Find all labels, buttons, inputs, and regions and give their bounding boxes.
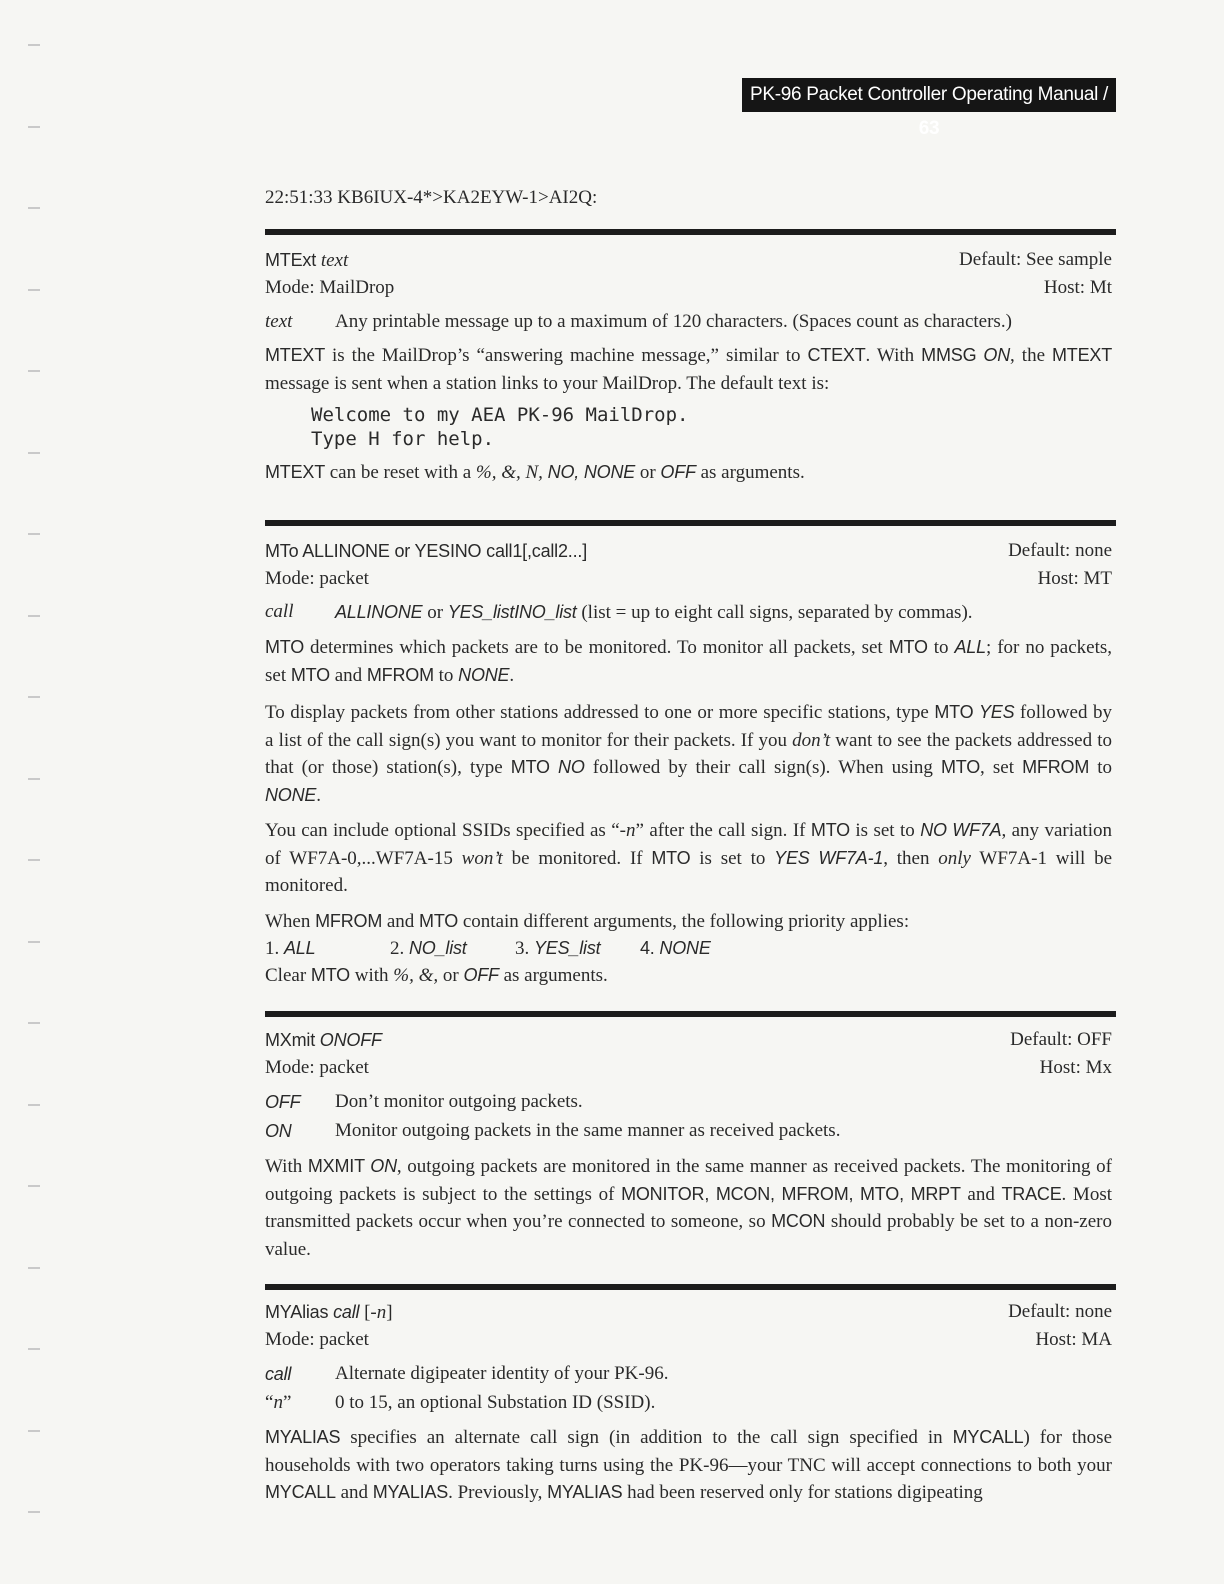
text-run: call: [333, 1302, 360, 1322]
text-run: and: [960, 1183, 1002, 1205]
default-value: Default: OFF: [1010, 1029, 1112, 1050]
default-value: Default: none: [1008, 540, 1112, 561]
text-run: text: [320, 250, 349, 271]
priority-item: [390, 935, 515, 962]
command-mxmit: [265, 1026, 1112, 1263]
host-abbrev: Host: Mt: [1043, 277, 1112, 298]
text-run: MFROM: [366, 664, 434, 685]
text-run: won’t: [461, 847, 503, 869]
host-abbrev: Host: MT: [1037, 568, 1112, 589]
margin-mark: [28, 1511, 40, 1513]
mode: Mode: MailDrop: [265, 277, 395, 298]
argument-description: [335, 1389, 655, 1417]
text-run: , the: [1010, 345, 1052, 366]
paragraph: [265, 634, 1112, 689]
margin-mark: [28, 778, 40, 780]
text-run: Don’t monitor outgoing packets.: [335, 1091, 583, 1112]
text-run: as arguments.: [498, 965, 608, 986]
margin-mark: [28, 533, 40, 535]
priority-list: [265, 935, 1112, 962]
text-run: MONITOR, MCON, MFROM, MTO, MRPT: [621, 1183, 961, 1204]
text-run: .: [316, 784, 321, 806]
command-name: [265, 1026, 382, 1054]
text-run: MYCALL: [265, 1482, 336, 1502]
command-name: [265, 1298, 393, 1326]
host-abbrev: Host: Mx: [1039, 1057, 1112, 1078]
text-run: 1.: [265, 938, 284, 959]
paragraph: [265, 908, 1112, 936]
text-run: or: [422, 602, 448, 623]
text-run: NONE: [458, 664, 510, 685]
text-run: . Previously,: [448, 1482, 548, 1503]
paragraph: [265, 962, 1112, 990]
paragraph: [265, 459, 1112, 487]
margin-mark: [28, 452, 40, 454]
margin-mark: [28, 1267, 40, 1269]
text-run: and: [382, 910, 420, 932]
default-value: Default: none: [1008, 1301, 1112, 1322]
text-run: (list = up to eight call signs, separated by commas).: [576, 602, 973, 623]
text-run: and: [335, 1482, 373, 1503]
argument-description: [335, 598, 973, 627]
page-header: [742, 78, 1116, 139]
text-run: MTO: [310, 965, 350, 985]
text-run: 0 to 15, an optional Substation ID (SSID).: [335, 1392, 656, 1413]
text-run: Clear: [265, 965, 311, 986]
margin-mark: [28, 126, 40, 128]
text-run: NO, NONE: [547, 462, 636, 482]
definition-item: [265, 1360, 1112, 1389]
text-run: -n: [619, 820, 636, 841]
text-run: TRACE: [1001, 1183, 1062, 1204]
argument-description: [335, 308, 1012, 336]
margin-mark: [28, 207, 40, 209]
header-title: PK-96 Packet Controller Operating Manual /: [749, 84, 1109, 105]
text-run: YES WF7A-1: [774, 847, 884, 868]
text-run: ) for those households with two operators taking turns using the PK-96—your TNC will accept connections to both your: [265, 1427, 1113, 1476]
log-line: 22:51:33 KB6IUX-4*>KA2EYW-1>AI2Q:: [265, 187, 598, 208]
divider: [265, 229, 1116, 235]
text-run: 4.: [640, 938, 660, 958]
paragraph: [265, 699, 1112, 809]
text-run: %, &,: [393, 965, 439, 986]
definition-item: [265, 1389, 1112, 1417]
argument-name: [265, 1389, 335, 1417]
text-run: ON: [370, 1156, 397, 1176]
text-run: MTO: [888, 637, 928, 657]
text-run: contain different arguments, the following priority applies:: [458, 910, 910, 932]
paragraph: [265, 1153, 1112, 1263]
text-run: call: [265, 601, 294, 622]
text-run: WF7A-1 will be monitored.: [265, 847, 1113, 896]
text-run: n: [376, 1302, 387, 1323]
text-run: MTO: [510, 757, 559, 777]
text-run: MTEXT: [1052, 345, 1112, 365]
text-run: OFF: [660, 462, 696, 482]
text-run: ALLINONE: [335, 602, 423, 622]
text-run: To display packets from other stations addressed to one or more specific stations, type: [265, 702, 935, 723]
divider: [265, 1011, 1116, 1017]
text-run: NONE: [659, 938, 711, 958]
text-run: MTO: [940, 757, 981, 777]
command-name: [265, 246, 348, 274]
text-run: MXMIT: [307, 1156, 371, 1176]
text-run: specifies an alternate call sign (in addition to the call sign specified in: [340, 1427, 953, 1448]
definition-item: [265, 308, 1112, 336]
text-run: 3.: [515, 938, 534, 959]
text-run: MTO: [651, 847, 691, 868]
priority-item: [265, 935, 390, 962]
text-run: Alternate digipeater identity of your PK-96.: [335, 1363, 669, 1384]
margin-mark: [28, 44, 40, 46]
mode: Mode: packet: [265, 1329, 369, 1350]
margin-mark: [28, 1185, 40, 1187]
text-run: OFF: [463, 965, 499, 985]
text-run: ALL: [954, 637, 986, 657]
text-run: MTO: [934, 702, 979, 722]
text-run: NO WF7A: [920, 820, 1002, 840]
text-run: MYALIAS: [265, 1427, 341, 1447]
text-run: Monitor outgoing packets in the same manner as received packets.: [335, 1120, 841, 1141]
text-run: 2.: [390, 938, 409, 959]
text-run: When: [265, 910, 316, 932]
text-run: “: [265, 1392, 274, 1413]
paragraph: [265, 1424, 1112, 1507]
text-run: . Most transmitted packets occur when you’re connected to someone, so: [265, 1183, 1112, 1232]
text-run: MYALIAS: [547, 1482, 623, 1502]
text-run: CTEXT: [807, 345, 866, 365]
text-run: to: [1089, 757, 1112, 778]
text-run: to: [927, 637, 955, 658]
text-run: n: [273, 1392, 283, 1413]
page-number: 63: [918, 118, 940, 139]
text-run: message is sent when a station links to your MailDrop. The default text is:: [265, 372, 830, 394]
text-run: is the MailDrop’s “answering machine message,” similar to: [325, 345, 808, 366]
text-run: MYCALL: [952, 1427, 1024, 1447]
text-run: with: [349, 965, 394, 986]
text-run: , any variation of WF7A-0,...WF7A-15: [265, 820, 1112, 869]
argument-name: [265, 1088, 335, 1117]
command-name: [265, 537, 587, 565]
margin-mark: [28, 1104, 40, 1106]
text-run: followed by their call sign(s). When using: [584, 757, 941, 778]
text-run: is set to: [690, 847, 775, 869]
definition-list: [265, 308, 1112, 336]
text-run: . With: [865, 345, 922, 366]
argument-name: [265, 308, 335, 336]
text-run: ”: [282, 1392, 292, 1413]
definition-list: [265, 598, 1112, 627]
margin-mark: [28, 696, 40, 698]
text-run: ALL: [284, 938, 316, 958]
argument-description: [335, 1360, 668, 1389]
argument-name: [265, 1117, 335, 1146]
text-run: %, &, N,: [475, 462, 548, 483]
text-run: MMSG: [921, 345, 984, 365]
text-run: NO_list: [409, 938, 467, 958]
text-run: should probably be set to a non-zero value.: [265, 1211, 1112, 1260]
text-run: MFROM: [1022, 757, 1090, 777]
text-run: MTO: [419, 910, 459, 931]
text-run: , outgoing packets are monitored in the same manner as received packets. The monitoring of outgoing packets is subject to the settings of: [265, 1156, 1112, 1205]
argument-name: [265, 1360, 335, 1389]
text-run: MYALIAS: [372, 1482, 449, 1502]
definition-list: [265, 1360, 1112, 1417]
margin-mark: [28, 1430, 40, 1432]
argument-description: [335, 1117, 840, 1146]
text-run: MTO: [290, 664, 330, 685]
text-run: or: [635, 462, 661, 483]
text-run: MTEXT: [265, 345, 325, 365]
margin-mark: [28, 1348, 40, 1350]
definition-item: [265, 598, 1112, 627]
text-run: to: [433, 664, 459, 686]
command-mtext: [265, 246, 1112, 487]
argument-name: [265, 598, 335, 627]
text-run: NO: [558, 757, 585, 777]
text-run: MCON: [771, 1211, 826, 1231]
text-run: MXmit: [265, 1030, 320, 1050]
definition-item: [265, 1088, 1112, 1117]
text-run: With: [265, 1156, 308, 1177]
text-run: only: [938, 847, 971, 869]
definition-list: [265, 1088, 1112, 1146]
divider: [265, 520, 1116, 526]
text-run: ” after the call sign. If: [635, 820, 811, 841]
code-line: Welcome to my AEA PK-96 MailDrop.: [311, 404, 689, 426]
text-run: MTExt: [265, 250, 321, 270]
text-run: call: [265, 1364, 292, 1384]
text-run: be monitored. If: [502, 847, 652, 869]
text-run: MTO: [265, 637, 305, 657]
command-myalias: [265, 1298, 1112, 1507]
text-run: MTo ALLINONE or YESINO call1[,call2...]: [265, 541, 587, 561]
text-run: ONOFF: [319, 1030, 382, 1050]
code-line: Type H for help.: [311, 428, 495, 450]
text-run: [-: [359, 1302, 377, 1323]
text-run: You can include optional SSIDs specified as “: [265, 820, 620, 841]
text-run: MTO: [810, 820, 850, 840]
text-run: Any printable message up to a maximum of 120 characters. (Spaces count as characters.): [335, 311, 1012, 332]
margin-mark: [28, 370, 40, 372]
text-run: ]: [386, 1302, 393, 1323]
text-run: , then: [883, 847, 939, 869]
text-run: ON: [983, 345, 1011, 365]
text-run: MFROM: [315, 910, 383, 931]
default-value: Default: See sample: [958, 249, 1112, 270]
paragraph: [265, 342, 1112, 397]
divider: [265, 1284, 1116, 1290]
command-mto: [265, 537, 1112, 990]
text-run: YES_list: [534, 938, 601, 958]
text-run: followed by a list of the call sign(s) you want to monitor for their packets. If you: [265, 702, 1112, 751]
definition-item: [265, 1117, 1112, 1146]
text-run: determines which packets are to be monitored. To monitor all packets, set: [304, 637, 889, 658]
margin-mark: [28, 289, 40, 291]
priority-item: [515, 935, 640, 962]
text-run: OFF: [265, 1092, 301, 1112]
text-run: , set: [980, 757, 1023, 778]
priority-item: [640, 935, 765, 962]
code-sample: [265, 403, 1112, 451]
argument-description: [335, 1088, 583, 1117]
text-run: and: [329, 664, 367, 686]
text-run: or: [438, 965, 464, 986]
text-run: can be reset with a: [325, 462, 476, 483]
paragraph: [265, 817, 1112, 900]
text-run: YES: [979, 702, 1015, 722]
host-abbrev: Host: MA: [1035, 1329, 1112, 1350]
margin-mark: [28, 859, 40, 861]
text-run: ; for no packets, set: [265, 637, 1113, 686]
mode: Mode: packet: [265, 1057, 369, 1078]
text-run: want to see the packets addressed to that (or those) station(s), type: [265, 729, 1112, 778]
text-run: YES_listINO_list: [447, 602, 577, 622]
text-run: ON: [265, 1121, 292, 1141]
text-run: MYAlias: [265, 1302, 334, 1322]
text-run: .: [509, 664, 515, 686]
margin-mark: [28, 941, 40, 943]
text-run: as arguments.: [695, 462, 805, 483]
text-run: text: [265, 311, 293, 332]
text-run: is set to: [849, 820, 921, 841]
mode: Mode: packet: [265, 568, 369, 589]
text-run: had been reserved only for stations digipeating: [622, 1482, 983, 1503]
margin-mark: [28, 615, 40, 617]
text-run: NONE: [265, 784, 317, 805]
text-run: don’t: [792, 729, 831, 751]
margin-mark: [28, 1022, 40, 1024]
text-run: MTEXT: [265, 462, 325, 482]
